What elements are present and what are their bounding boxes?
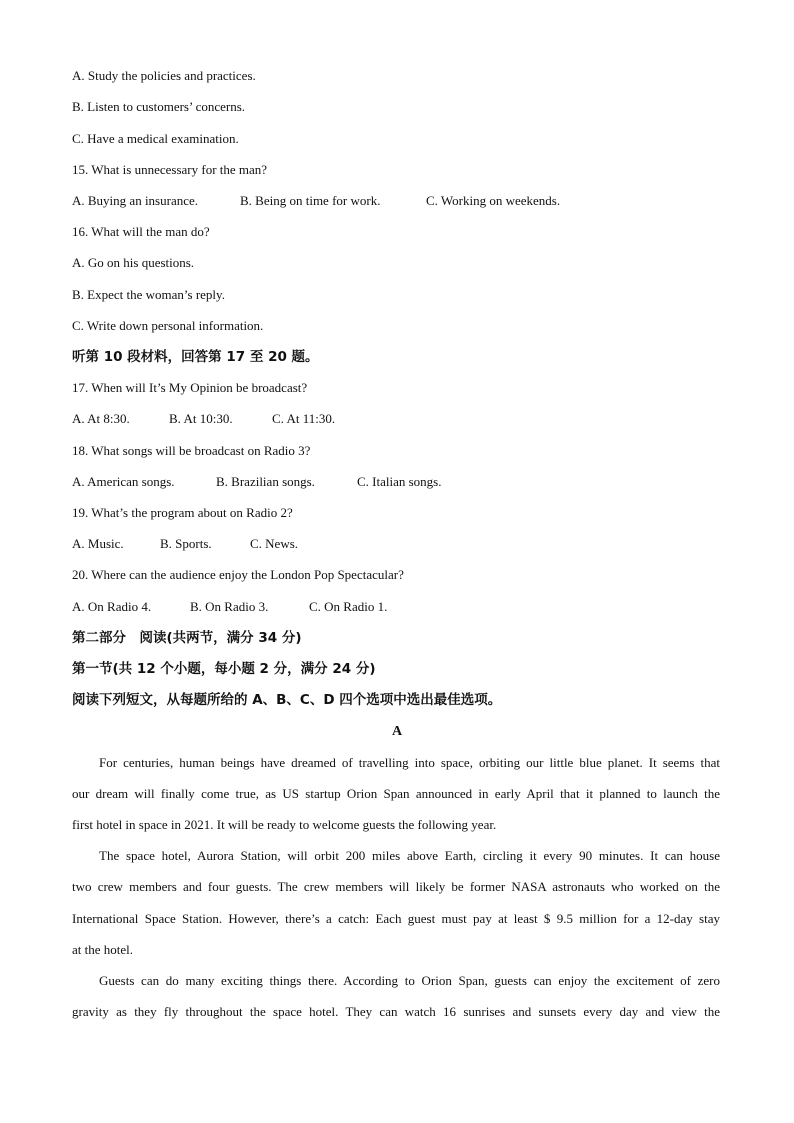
passage-line: two crew members and four guests. The crew members will likely be former NASA astronauts who worked on the <box>72 879 720 894</box>
q17-option-b: B. At 10:30. <box>169 411 233 426</box>
q14-option-b: B. Listen to customers’ concerns. <box>72 99 246 114</box>
passage-line: our dream will finally come true, as US startup Orion Span announced in early April that it planned to launch the <box>72 786 720 801</box>
q14-option-c: C. Have a medical examination. <box>72 131 239 146</box>
q17-option-a: A. At 8:30. <box>72 411 130 426</box>
q15-options <box>72 193 560 209</box>
q16-option-b: B. Expect the woman’s reply. <box>72 287 225 302</box>
q19-options <box>72 536 298 552</box>
passage-line: For centuries, human beings have dreamed of travelling into space, orbiting our little blue planet. It seems that <box>99 755 720 770</box>
q15-question: 15. What is unnecessary for the man? <box>72 162 268 177</box>
passage-line: International Space Station. However, there’s a catch: Each guest must pay at least $ 9.5 million for a 12-day stay <box>72 911 720 926</box>
q17-options <box>72 411 335 427</box>
q19-option-c: C. News. <box>250 536 299 551</box>
q20-option-c: C. On Radio 1. <box>309 599 388 614</box>
q15-option-b: B. Being on time for work. <box>240 193 381 208</box>
q18-options <box>72 474 442 490</box>
q18-option-c: C. Italian songs. <box>357 474 442 489</box>
passage-line: at the hotel. <box>72 942 134 957</box>
q18-option-a: A. American songs. <box>72 474 175 489</box>
q14-option-a: A. Study the policies and practices. <box>72 68 256 83</box>
q17-option-c: C. At 11:30. <box>272 411 336 426</box>
q19-option-a: A. Music. <box>72 536 124 551</box>
q20-option-b: B. On Radio 3. <box>190 599 269 614</box>
q20-option-a: A. On Radio 4. <box>72 599 152 614</box>
passage-line: The space hotel, Aurora Station, will orbit 200 miles above Earth, circling it every 90 minutes. It can house <box>99 848 720 863</box>
q18-option-b: B. Brazilian songs. <box>216 474 315 489</box>
q15-option-a: A. Buying an insurance. <box>72 193 199 208</box>
section1-heading: 第一节(共 12 个小题，每小题 2 分，满分 24 分) <box>72 661 376 677</box>
q19-question: 19. What’s the program about on Radio 2? <box>72 505 293 520</box>
part2-heading: 第二部分 阅读(共两节，满分 34 分) <box>72 630 302 646</box>
q20-options <box>72 599 387 615</box>
passage-line: Guests can do many exciting things there. According to Orion Span, guests can enjoy the excitement of zero <box>99 973 720 988</box>
passage-line: gravity as they fly throughout the space hotel. They can watch 16 sunrises and sunsets every day and view the <box>72 1004 720 1019</box>
q16-question: 16. What will the man do? <box>72 224 210 239</box>
q16-option-c: C. Write down personal information. <box>72 318 264 333</box>
q17-question: 17. When will It’s My Opinion be broadcast? <box>72 380 308 395</box>
passage-line: first hotel in space in 2021. It will be ready to welcome guests the following year. <box>72 817 497 832</box>
passage-letter: A <box>391 724 403 739</box>
q19-option-b: B. Sports. <box>160 536 212 551</box>
reading-instructions: 阅读下列短文，从每题所给的 A、B、C、D 四个选项中选出最佳选项。 <box>72 692 502 708</box>
q20-question: 20. Where can the audience enjoy the London Pop Spectacular? <box>72 567 404 582</box>
q16-option-a: A. Go on his questions. <box>72 255 195 270</box>
q15-option-c: C. Working on weekends. <box>426 193 561 208</box>
section10-heading: 听第 10 段材料，回答第 17 至 20 题。 <box>72 349 319 365</box>
q18-question: 18. What songs will be broadcast on Radio 3? <box>72 443 311 458</box>
